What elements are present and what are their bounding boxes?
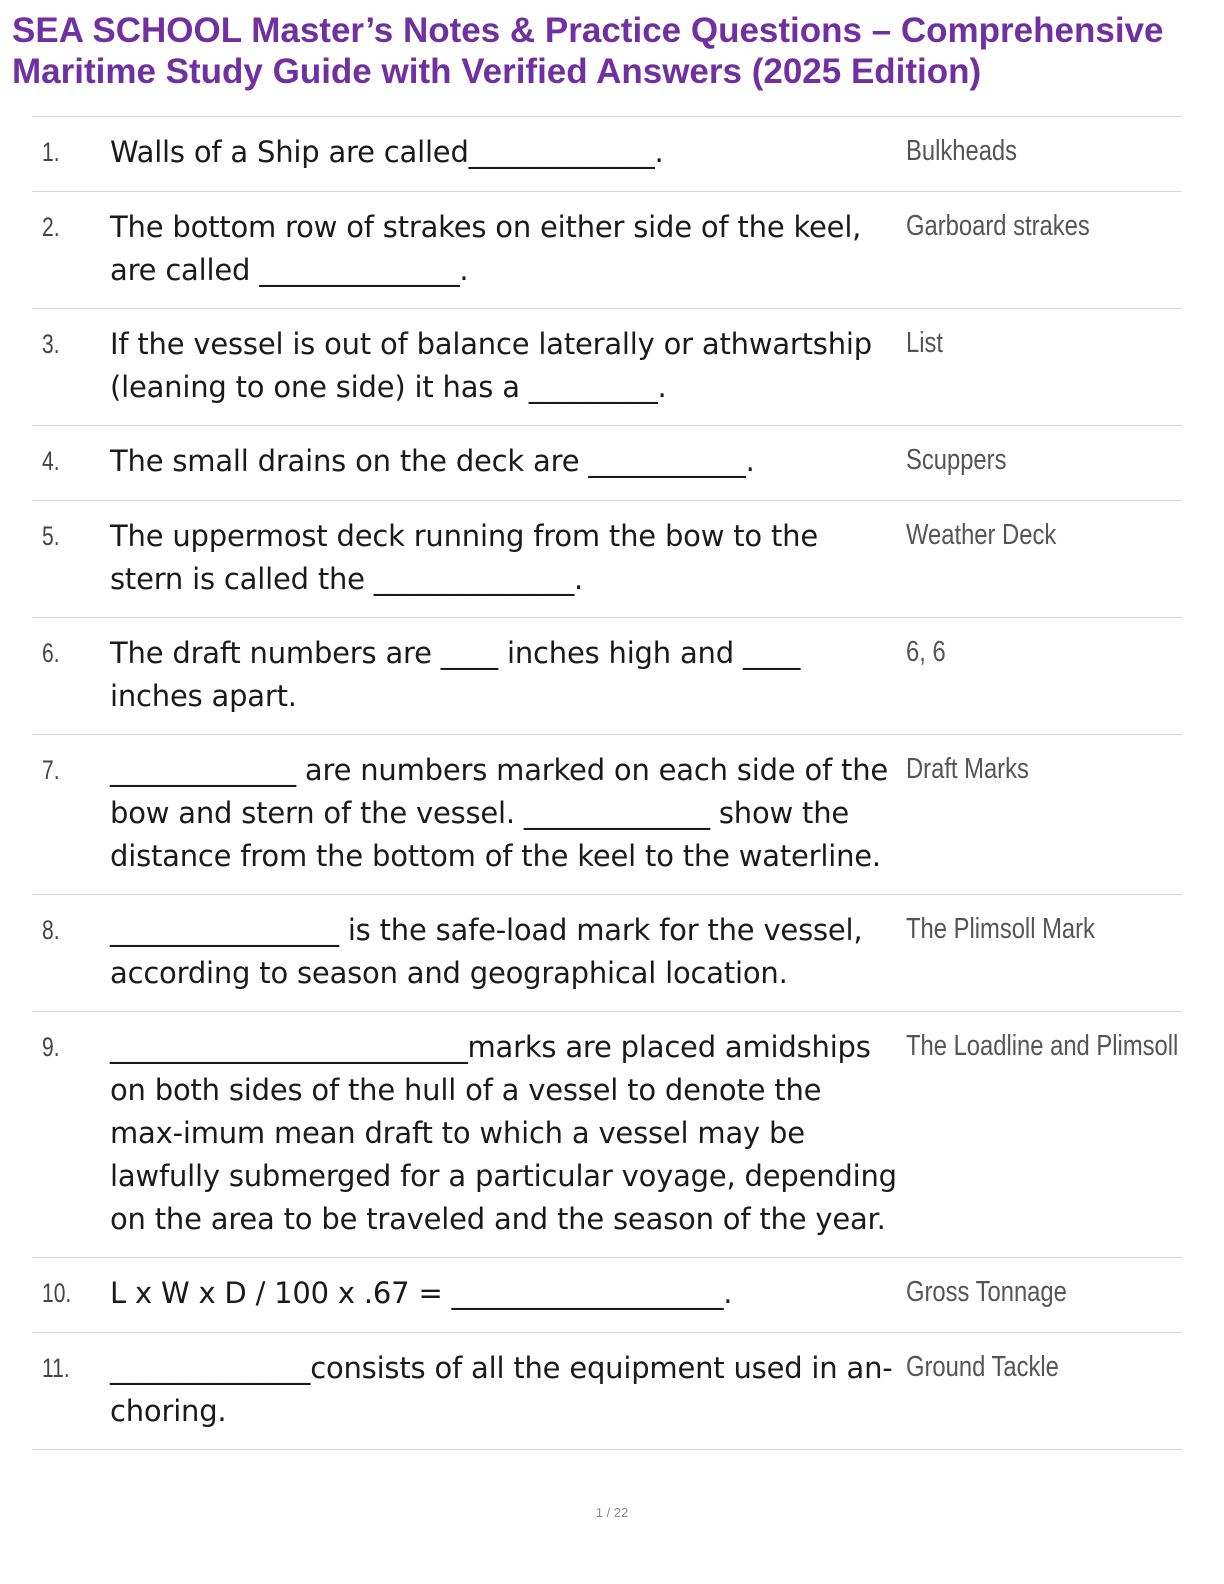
question-row: [32, 309, 1182, 426]
question-text: Walls of a Ship are called_____________.: [110, 135, 664, 169]
question-number: 8.: [42, 915, 60, 945]
question-number: 10.: [42, 1278, 72, 1308]
document-title: SEA SCHOOL Master’s Notes & Practice Questions – Comprehensive Maritime Study Guide with Verified Answers (2025 Edition): [12, 11, 1164, 91]
question-row: [32, 1012, 1182, 1258]
question-answer: Bulkheads: [906, 135, 1018, 167]
question-answer: Scuppers: [906, 444, 1007, 476]
question-number: 3.: [42, 329, 60, 359]
question-row: [32, 618, 1182, 735]
question-text: ________________ is the safe-load mark for the vessel, according to season and geographical location.: [110, 913, 863, 990]
question-text: ______________consists of all the equipment used in an-choring.: [110, 1351, 893, 1428]
question-row: [32, 1333, 1182, 1450]
question-row: [32, 501, 1182, 618]
question-text: The bottom row of strakes on either side of the keel, are called ______________.: [110, 210, 862, 287]
question-answer: The Loadline and Plimsoll: [906, 1030, 1179, 1062]
question-number: 4.: [42, 446, 60, 476]
question-answer: Ground Tackle: [906, 1351, 1059, 1383]
question-answer: Weather Deck: [906, 519, 1057, 551]
question-answer: Draft Marks: [906, 753, 1029, 785]
question-number: 7.: [42, 755, 60, 785]
question-text: If the vessel is out of balance laterally or athwartship (leaning to one side) it has a _________.: [110, 327, 872, 404]
question-answer: Garboard strakes: [906, 210, 1090, 242]
question-number: 1.: [42, 137, 60, 167]
question-text: _________________________marks are placed amidships on both sides of the hull of a vessel to denote the max-imum mean draft to which a vessel may be lawfully submerged for a particular voyage, depending on the area to be traveled and the season of the year.: [110, 1030, 897, 1236]
question-number: 6.: [42, 638, 60, 668]
question-row: [32, 895, 1182, 1012]
question-number: 5.: [42, 521, 60, 551]
question-answer: Gross Tonnage: [906, 1276, 1067, 1308]
question-answer: List: [906, 327, 944, 359]
question-answer: 6, 6: [906, 636, 946, 668]
question-row: [32, 192, 1182, 309]
question-text: L x W x D / 100 x .67 = ___________________.: [110, 1276, 733, 1310]
question-row: [32, 117, 1182, 192]
question-list: [32, 116, 1182, 1450]
question-number: 2.: [42, 212, 60, 242]
question-text: _____________ are numbers marked on each side of the bow and stern of the vessel. _____________ show the distance from the bottom of the keel to the waterline.: [110, 753, 889, 873]
question-answer: The Plimsoll Mark: [906, 913, 1095, 945]
question-row: [32, 1258, 1182, 1333]
page-indicator: 1 / 22: [595, 1505, 629, 1520]
question-row: [32, 426, 1182, 501]
question-text: The draft numbers are ____ inches high and ____ inches apart.: [110, 636, 801, 713]
question-row: [32, 735, 1182, 895]
question-text: The small drains on the deck are ___________.: [110, 444, 755, 478]
question-text: The uppermost deck running from the bow to the stern is called the ______________.: [110, 519, 818, 596]
question-number: 9.: [42, 1032, 60, 1062]
question-number: 11.: [42, 1353, 70, 1383]
